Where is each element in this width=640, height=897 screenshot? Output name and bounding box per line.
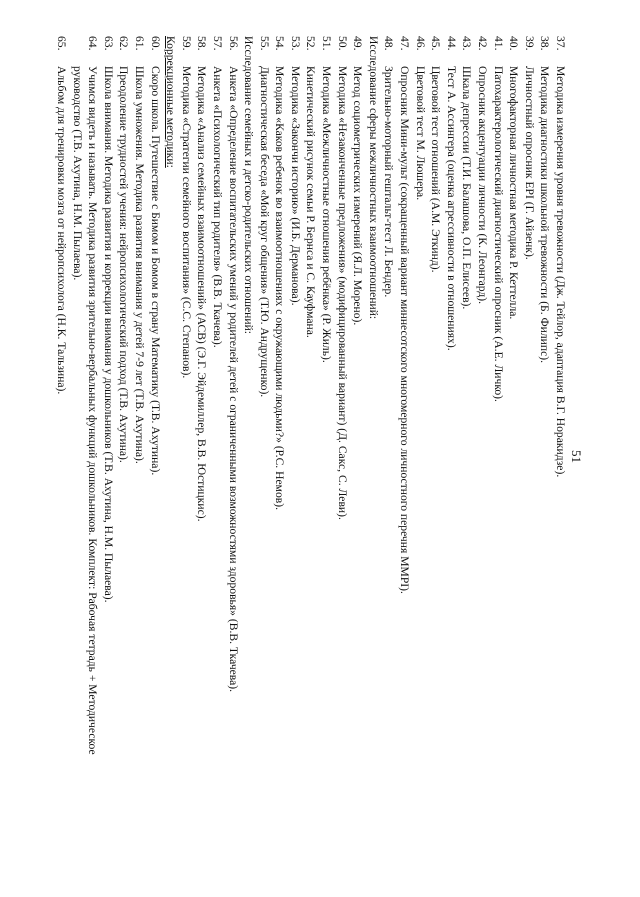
list-item-text: Тест А. Ассингера (оценка агрессивности в отношениях). [444, 66, 458, 351]
list-item-text: Школа внимания. Методика развития и коррекции внимания у дошкольников (Т.В. Ахутина, Н.М. Пылаева). [101, 66, 115, 603]
list-item-number: 53. [288, 36, 302, 51]
list-item-text: Методика «Закончи историю» (И.Б. Дерманова). [288, 66, 302, 306]
list-item-number: 58. [195, 36, 209, 51]
list-item-text: Коррекционные методики: [164, 36, 178, 168]
list-item-number: 50. [335, 36, 349, 51]
list-item-text: Зрительно-моторный гештальт-тест Л. Бендер. [382, 66, 396, 298]
list-item [319, 36, 335, 876]
list-item [506, 36, 522, 876]
list-item-text: Патохарактерологический диагностический опросник (А.Е. Личко). [491, 66, 505, 402]
list-item-number: 62. [117, 36, 131, 51]
list-item-text: Учимся видеть и называть. Методика развития зрительно-вербальных функций дошкольников. Комплект: Рабочая тетрадь + Методическое [86, 66, 100, 755]
list-item-text: Опросник Мини-мульт (сокращенный вариант миннесотского многомерного личностного перечня ММРI). [398, 66, 412, 594]
list-item [225, 36, 241, 876]
list-item-number: 49. [351, 36, 365, 51]
section-heading [241, 36, 257, 876]
list-item [53, 36, 69, 876]
list-item-number: 45. [429, 36, 443, 51]
list-item-text: Цветовой тест отношений (А.М. Эткинд). [429, 66, 443, 273]
list-item-number: 60. [148, 36, 162, 51]
list-item [459, 36, 475, 876]
list-item-number: 59. [179, 36, 193, 51]
list-item-text: Методика «Незаконченные предложения» (модифицированный вариант) (Д. Сакс, С. Леви). [335, 66, 349, 520]
list-item [428, 36, 444, 876]
list-item-text: Преодоление трудностей учения: нейропсихологический подход (Т.В. Ахутина). [117, 66, 131, 463]
list-item-number: 63. [101, 36, 115, 51]
list-item-number: 37. [554, 36, 567, 51]
list-item-text: Методика диагностики школьной тревожности (Б. Филипс). [538, 66, 552, 363]
methods-list [53, 36, 568, 876]
list-item-text: Школа умножения. Методика развития внимания у детей 7-9 лет (Т.В. Ахутина). [132, 66, 146, 464]
list-item-text: Цветовой тест М. Люшера. [413, 66, 427, 201]
list-item [334, 36, 350, 876]
list-item [350, 36, 366, 876]
list-item-text: Альбом для тренировки мозга от нейропсихолога (Н.К. Тальзина). [55, 66, 68, 395]
list-item-number: 38. [538, 36, 552, 51]
list-item [131, 36, 147, 876]
list-item-number: 48. [382, 36, 396, 51]
list-item [412, 36, 428, 876]
list-item-text: Опросник акцентуации личности (К. Леонгард). [476, 66, 490, 305]
list-item [272, 36, 288, 876]
list-item-text: Исследование сферы межличностных взаимоотношений: [366, 36, 380, 320]
list-item-number: 46. [413, 36, 427, 51]
list-item [552, 36, 568, 876]
list-item [256, 36, 272, 876]
page-number: 51 [569, 450, 584, 463]
list-item-text: Кинетический рисунок семьи Р. Бернса и С. Кауфмана. [304, 66, 318, 338]
list-item-number: 56. [226, 36, 240, 51]
list-item [178, 36, 194, 876]
list-item [396, 36, 412, 876]
list-item [521, 36, 537, 876]
list-item [100, 36, 116, 876]
list-item-text: Методика «Анализ семейных взаимоотношений» (АСВ) (Э.Г. Эйдемиллер, В.В. Юстицкис). [195, 66, 209, 522]
list-item-text: Методика «Межличностные отношения ребёнка» (Р. Жиль). [320, 66, 334, 363]
list-item-text: Скоро школа. Путешествие с Бимом и Бомом в страну Математику (Т.В. Ахутина). [148, 66, 162, 476]
list-item-number: 54. [273, 36, 287, 51]
list-item-number: 39. [522, 36, 536, 51]
list-item-number: 40. [507, 36, 521, 51]
list-item-number: 65. [55, 36, 68, 51]
rotated-content [14, 12, 586, 885]
section-heading [365, 36, 381, 876]
list-item-text: Методика «Каков ребенок во взаимоотношениях с окружающими людьми?» (Р.С. Немов). [273, 66, 287, 510]
list-item [381, 36, 397, 876]
list-item-number: 52. [304, 36, 318, 51]
list-item-text: Исследование семейных и детско-родительских отношений: [242, 36, 256, 335]
list-item-text: Анкета «Определение воспитательских умений у родителей детей с ограниченными возможностями здоровья» (В.В. Ткачева). [226, 66, 240, 693]
list-item-text: Личностный опросник ЕРI (Г. Айзенк). [522, 66, 536, 260]
list-item-number: 55. [257, 36, 271, 51]
list-item [85, 36, 101, 876]
list-item-text: Многофакторная личностная методика Р. Кеттелла. [507, 66, 521, 320]
list-item [490, 36, 506, 876]
list-item [443, 36, 459, 876]
list-item-text: руководство (Т.В. Ахутина, Н.М. Пылаева). [70, 66, 84, 281]
list-item-text: Шкала депрессии (Т.И. Балашова, О.П. Елисеев). [460, 66, 474, 310]
list-item-text: Диагностическая беседа «Мой круг общения» (Т.Ю. Андрущенко). [257, 66, 271, 398]
list-item-number: 64. [86, 36, 100, 51]
list-item-text: Методика измерения уровня тревожности (Дж. Тейлор, адаптация В.Г. Норакидзе). [554, 66, 567, 478]
list-item-text: Методика «Стратегии семейного воспитания» (С.С. Степанов). [179, 66, 193, 379]
list-item-number: 61. [132, 36, 146, 51]
list-item-number: 44. [444, 36, 458, 51]
list-item [69, 36, 85, 876]
section-heading [163, 36, 179, 876]
list-item-number: 57. [210, 36, 224, 51]
list-item-text: Метод социометрических измерений (Я.Л. Морено). [351, 66, 365, 326]
list-item-number: 42. [476, 36, 490, 51]
list-item-number: 43. [460, 36, 474, 51]
list-item [474, 36, 490, 876]
list-item [209, 36, 225, 876]
list-item [303, 36, 319, 876]
list-item [147, 36, 163, 876]
list-item [287, 36, 303, 876]
list-item [194, 36, 210, 876]
list-item-number: 47. [398, 36, 412, 51]
list-item-number: 51. [320, 36, 334, 51]
list-item [537, 36, 553, 876]
list-item-number: 41. [491, 36, 505, 51]
list-item-text: Анкета «Психологический тип родителя» (В.В. Ткачева). [210, 66, 224, 348]
list-item [116, 36, 132, 876]
